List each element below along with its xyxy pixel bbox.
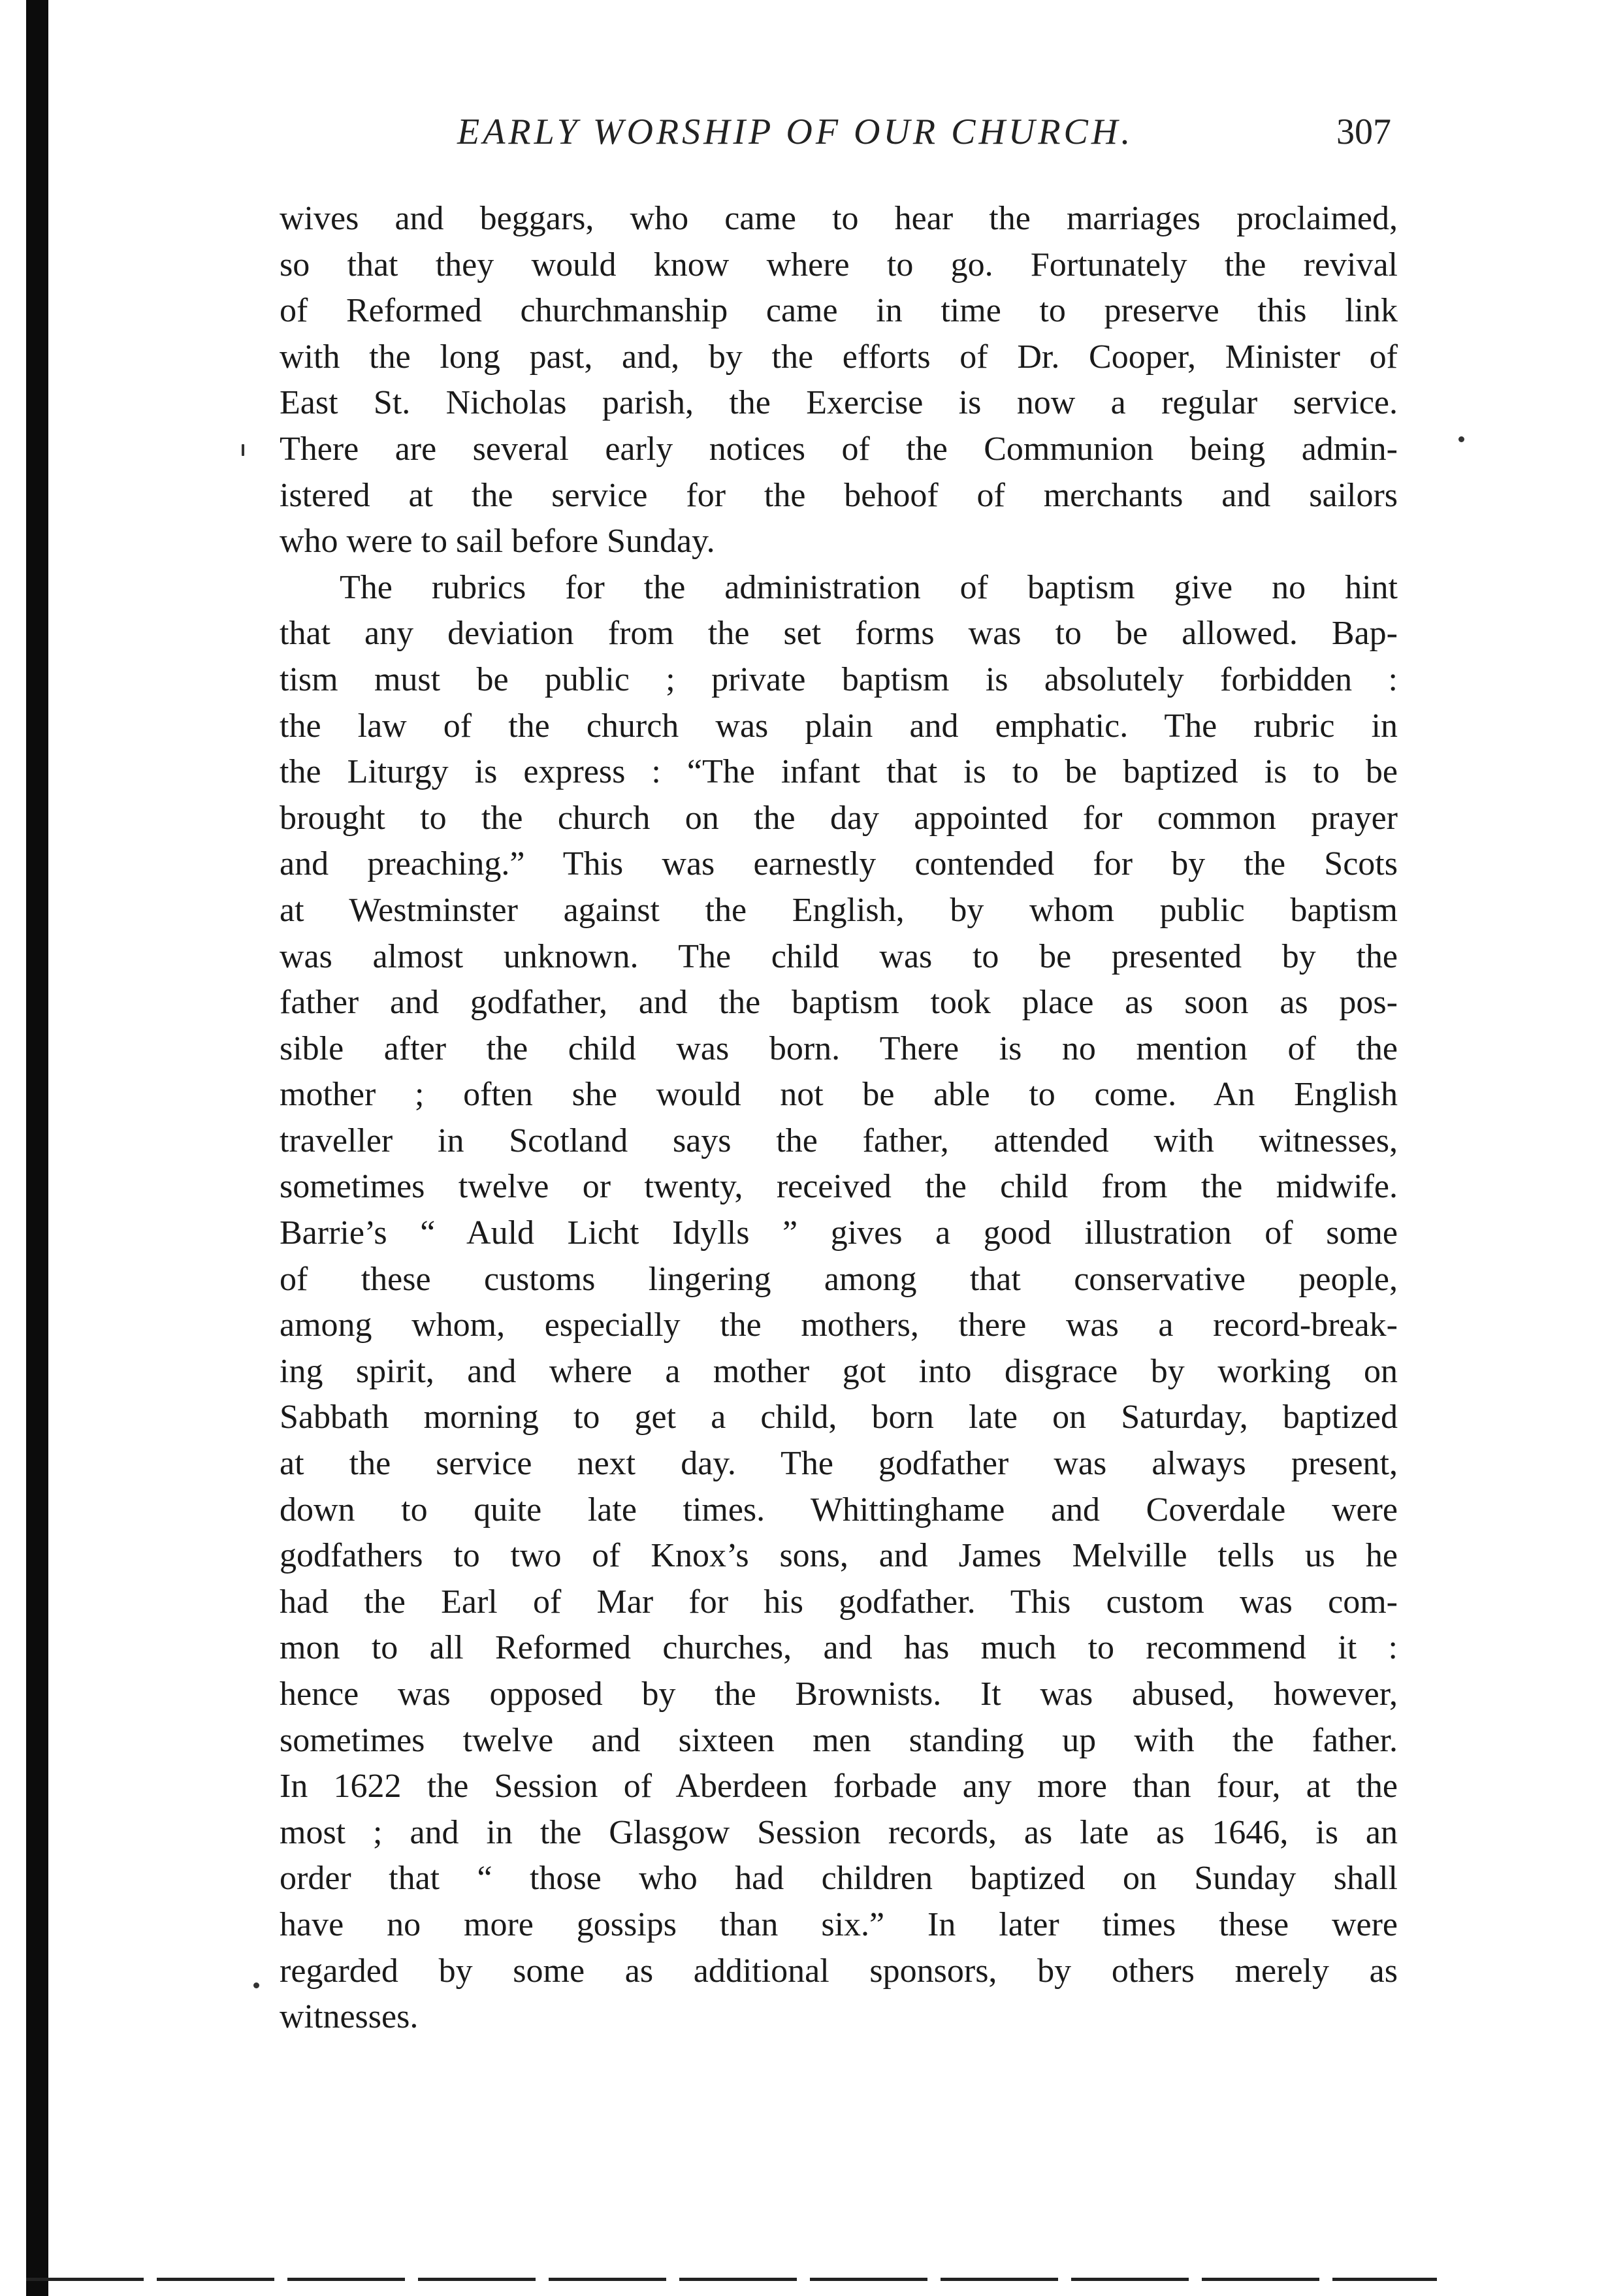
text-line: Barrie’s “ Auld Licht Idylls ” gives a good illustration of some	[280, 1214, 1398, 1252]
text-line: brought to the church on the day appointed for common prayer	[280, 799, 1398, 837]
text-line: had the Earl of Mar for his godfather. This custom was com-	[280, 1583, 1398, 1621]
text-line: sometimes twelve or twenty, received the child from the midwife.	[280, 1168, 1398, 1206]
text-line: and preaching.” This was earnestly contended for by the Scots	[280, 845, 1398, 883]
text-line: regarded by some as additional sponsors, by others merely as	[280, 1952, 1398, 1990]
text-line: at the service next day. The godfather was always present,	[280, 1445, 1398, 1483]
print-speck	[242, 444, 244, 456]
running-title: EARLY WORSHIP OF OUR CHURCH.	[457, 112, 1134, 152]
text-line: ing spirit, and where a mother got into disgrace by working on	[280, 1352, 1398, 1390]
text-line: In 1622 the Session of Aberdeen forbade any more than four, at the	[280, 1768, 1398, 1805]
text-line: order that “ those who had children baptized on Sunday shall	[280, 1860, 1398, 1898]
text-line: Sabbath morning to get a child, born late on Saturday, baptized	[280, 1399, 1398, 1436]
text-line: traveller in Scotland says the father, attended with witnesses,	[280, 1122, 1398, 1159]
text-line: of Reformed churchmanship came in time to preserve this link	[280, 292, 1398, 330]
page-number: 307	[1336, 112, 1391, 152]
text-line: sometimes twelve and sixteen men standing up with the father.	[280, 1721, 1398, 1759]
text-line: among whom, especially the mothers, there was a record-break-	[280, 1306, 1398, 1344]
text-line: sible after the child was born. There is no mention of the	[280, 1029, 1398, 1067]
text-line: istered at the service for the behoof of merchants and sailors	[280, 476, 1398, 514]
text-line: tism must be public ; private baptism is absolutely forbidden :	[280, 660, 1398, 698]
text-line: was almost unknown. The child was to be presented by the	[280, 937, 1398, 975]
text-line: the law of the church was plain and emphatic. The rubric in	[280, 707, 1398, 745]
page-binding-edge	[26, 0, 48, 2296]
text-line: have no more gossips than six.” In later times these were	[280, 1905, 1398, 1943]
text-line: so that they would know where to go. Fortunately the revival	[280, 246, 1398, 283]
text-line: mother ; often she would not be able to come. An English	[280, 1076, 1398, 1114]
text-line: hence was opposed by the Brownists. It was abused, however,	[280, 1675, 1398, 1713]
body-text	[280, 196, 1398, 2041]
text-line: godfathers to two of Knox’s sons, and James Melville tells us he	[280, 1537, 1398, 1575]
text-line: of these customs lingering among that conservative people,	[280, 1260, 1398, 1298]
print-speck	[253, 1982, 259, 1988]
paragraph-start-line: The rubrics for the administration of baptism give no hint	[340, 568, 1398, 606]
bottom-edge-rule	[26, 2278, 1437, 2281]
text-line: with the long past, and, by the efforts of Dr. Cooper, Minister of	[280, 338, 1398, 376]
text-line: at Westminster against the English, by whom public baptism	[280, 891, 1398, 929]
text-line: most ; and in the Glasgow Session records, as late as 1646, is an	[280, 1813, 1398, 1851]
text-line: father and godfather, and the baptism took place as soon as pos-	[280, 984, 1398, 1022]
text-line: There are several early notices of the Communion being admin-	[280, 430, 1398, 468]
print-speck	[1458, 436, 1464, 442]
text-line: mon to all Reformed churches, and has much to recommend it :	[280, 1629, 1398, 1667]
text-line: the Liturgy is express : “The infant that is to be baptized is to be	[280, 753, 1398, 791]
text-line: witnesses.	[280, 1998, 419, 2036]
text-line: that any deviation from the set forms was to be allowed. Bap-	[280, 615, 1398, 653]
page-header	[281, 111, 1391, 170]
text-line: wives and beggars, who came to hear the marriages proclaimed,	[280, 200, 1398, 237]
text-line: down to quite late times. Whittinghame and Coverdale were	[280, 1491, 1398, 1528]
text-line: who were to sail before Sunday.	[280, 523, 715, 560]
text-line: East St. Nicholas parish, the Exercise is now a regular service.	[280, 384, 1398, 422]
